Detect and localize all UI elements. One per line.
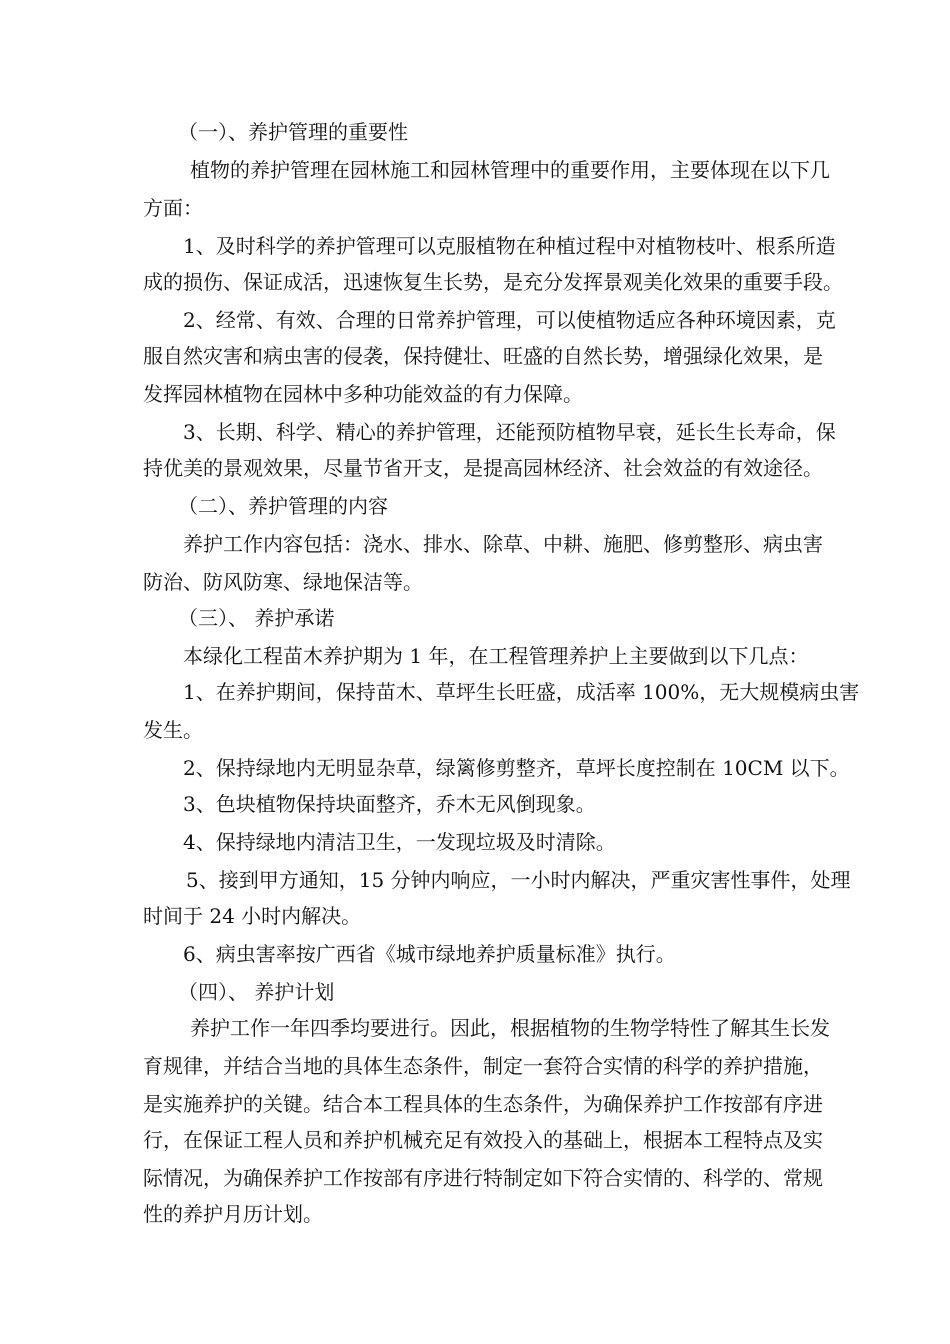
paragraph-line: 性的养护月历计划。: [143, 1202, 323, 1226]
section-heading-2: （二）、养护管理的内容: [178, 494, 388, 518]
list-item-line: 服自然灾害和病虫害的侵袭，保持健壮、旺盛的自然长势，增强绿化效果，是: [143, 344, 823, 368]
paragraph-line: 是实施养护的关键。结合本工程具体的生态条件，为确保养护工作按部有序进: [143, 1092, 823, 1116]
list-item-line: 时间于 24 小时内解决。: [143, 904, 362, 928]
paragraph-line: 养护工作内容包括：浇水、排水、除草、中耕、施肥、修剪整形、病虫害: [183, 532, 823, 556]
list-item-line: 5、接到甲方通知，15 分钟内响应，一小时内解决，严重灾害性事件，处理: [186, 868, 851, 892]
paragraph-line: 本绿化工程苗木养护期为 1 年，在工程管理养护上主要做到以下几点：: [183, 644, 809, 668]
section-heading-4: （四）、 养护计划: [178, 980, 335, 1004]
section-heading-3: （三）、 养护承诺: [178, 606, 335, 630]
list-item-line: 持优美的景观效果，尽量节省开支，是提高园林经济、社会效益的有效途径。: [143, 456, 823, 480]
list-item-line: 3、长期、科学、精心的养护管理，还能预防植物早衰，延长生长寿命，保: [183, 420, 836, 444]
list-item-line: 发生。: [143, 718, 203, 742]
paragraph-line: 方面：: [143, 196, 203, 220]
list-item-line: 6、病虫害率按广西省《城市绿地养护质量标准》执行。: [183, 942, 676, 966]
paragraph-line: 植物的养护管理在园林施工和园林管理中的重要作用，主要体现在以下几: [190, 158, 830, 182]
paragraph-line: 际情况，为确保养护工作按部有序进行特制定如下符合实情的、科学的、常规: [143, 1166, 823, 1190]
list-item-line: 成的损伤、保证成活，迅速恢复生长势，是充分发挥景观美化效果的重要手段。: [143, 270, 843, 294]
list-item-line: 2、经常、有效、合理的日常养护管理，可以使植物适应各种环境因素，克: [183, 308, 836, 332]
list-item-line: 1、在养护期间，保持苗木、草坪生长旺盛，成活率 100%，无大规模病虫害: [183, 680, 860, 704]
list-item-line: 1、及时科学的养护管理可以克服植物在种植过程中对植物枝叶、根系所造: [183, 234, 836, 258]
list-item-line: 3、色块植物保持块面整齐，乔木无风倒现象。: [183, 792, 596, 816]
section-heading-1: （一）、养护管理的重要性: [178, 120, 408, 144]
paragraph-line: 育规律，并结合当地的具体生态条件，制定一套符合实情的科学的养护措施，: [143, 1054, 823, 1078]
list-item-line: 2、保持绿地内无明显杂草，绿篱修剪整齐，草坪长度控制在 10CM 以下。: [183, 756, 850, 780]
paragraph-line: 养护工作一年四季均要进行。因此，根据植物的生物学特性了解其生长发: [190, 1016, 830, 1040]
list-item-line: 发挥园林植物在园林中多种功能效益的有力保障。: [143, 382, 583, 406]
paragraph-line: 防治、防风防寒、绿地保洁等。: [143, 570, 423, 594]
list-item-line: 4、保持绿地内清洁卫生，一发现垃圾及时清除。: [183, 830, 616, 854]
paragraph-line: 行，在保证工程人员和养护机械充足有效投入的基础上，根据本工程特点及实: [143, 1128, 823, 1152]
